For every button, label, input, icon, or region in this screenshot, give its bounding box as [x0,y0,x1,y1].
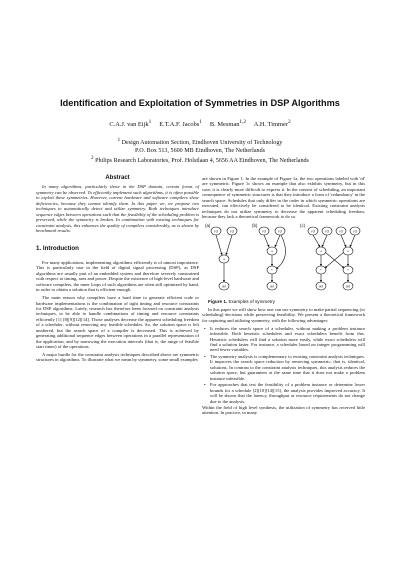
diagram-node: * [271,268,273,273]
author-affil-ref: 1,2 [239,119,247,125]
diagram-node: + [270,249,274,254]
affiliation-1 [0,137,400,155]
diagram-node: + [222,257,226,262]
diagram-node: * [347,268,349,273]
advantage-list [202,326,365,404]
author-name: C.A.J. van Eijk [109,121,149,129]
author-affil-ref: 1 [148,119,152,125]
body-paragraph: In this paper we will show how one can use symmetry to make partial sequencing (or scheduling) decisions while preserving feasibility. We present a theoretical framework for capturing and utilizing symmetry, with the following advantages: [202,306,365,323]
left-column [36,176,199,365]
panel-label: (a) [205,223,211,229]
diagram-node: rd [262,229,266,234]
list-item: • For approaches that test the feasibility of a problem instance or determine lower bounds for a schedule [2][10][14][15], the analysis provides improved accuracy. It will be shown that the latency, throughput or resource requirements do not change due to the analysis. [210,382,365,404]
author-name: E.T.A.F. Jacobs [159,121,200,129]
intro-paragraph: For many applications, implementing algorithms efficiently is of utmost importance. This is particularly true in the field of digital signal processing (DSP), as DSP algorithms are usually part of an embedded system and therefore severely constrained with respect to timing, area and power. Despite the existence of high-level hardware and software compilers, the inner loops of such algorithms are often still optimized by hand, in order to obtain a solution that is efficient enough. [36,259,199,293]
diagram-node: wr [222,284,226,289]
affiliation-line: P.O. Box 513, 5600 MB Eindhoven, The Netherlands [134,147,266,154]
diagram-node: wr [346,284,350,289]
affiliation-number: 1 [117,137,121,143]
author-name: B. Mesman [209,121,240,129]
diagram-node: rd [325,229,329,234]
list-item: • It reduces the search space of a scheduler, without making a problem instance infeasible. Both heuristic schedulers and exact schedulers benefit from this. Heuristic schedulers will find a solution more easily, while exact schedulers will find a solution faster. For instance, a scheduler based on integer programming will need fewer variables. [210,326,365,353]
diagram-node: wr [270,284,274,289]
author-list [0,119,400,128]
diagram-node: wr [319,284,323,289]
intro-paragraph: A major hurdle for the constraint analysis techniques described above are symmetric structures in algorithms. To illustrate what we mean by symmetry, some small examples [36,352,199,363]
body-paragraph: are shown in Figure 1. In the example of Figure 1a, the two operations labeled with 'rd' are symmetric. Figure 1c shows an example that also exhibits symmetry, but in this case, it is clearly more difficult to express it. In the context of scheduling, an important consequence of symmetric structures is that they introduce a form of 'redundancy' in the search space: Schedules that only differ in the order in which symmetric operations are executed, can effectively be considered to be identical. Existing constraint analysis techniques do not utilize symmetry to decrease the apparent scheduling freedom, because they lack a theoretical framework to do so. [202,176,365,220]
body-paragraph: Within the field of high level synthesis, the utilization of symmetry has received little attention. In practice, in many [202,404,365,416]
intro-paragraph: The main reason why compilers have a hard time to generate efficient code or hardware implementations is the combination of tight timing and resource constraints for DSP algorithms. Lately, research has therefore been focused on constraint analysis techniques, to be able to handle combinations of timing and resource constraints efficiently [1] [8][9][12][14]. Those analyses decrease the apparent scheduling freedom of a scheduler, without removing any feasible schedules. So, the solution space is left unaltered, but the search space of a compiler is decreased. This is achieved by generating additional sequence edges between operations in a parallel representation of the application, and by narrowing the execution intervals (that is, the range of feasible start times) of the operations. [36,295,199,350]
diagram-node: rd [214,229,218,234]
paper-title: Identification and Exploitation of Symmetries in DSP Algorithms [60,98,340,108]
author-affil-ref: 1 [199,119,202,125]
author-name: A.H. Timmer [253,121,288,129]
caption-text: Examples of symmetry [228,299,275,305]
symmetry-diagram [202,222,365,296]
affiliation-line: Philips Research Laboratories, Prof. Holstlaan 4, 5656 AA Eindhoven, The Netherlands [95,158,309,165]
diagram-node: + [319,249,323,254]
diagram-node: rd [230,229,234,234]
list-item: • The symmetry analysis is complementary to existing constraint analysis techniques. It improves the search space reduction by removing symmetric, that is, identical, solutions. In contrast to the constraint analysis techniques, this analysis reduces the solution space, but guarantees at the same time that it does not make a problem instance infeasible. [210,354,365,381]
diagram-node: rd [353,229,357,234]
diagram-node: + [346,249,350,254]
figure-caption [202,299,365,304]
abstract-text: In many algorithms, particularly those in the DSP domain, certain forms of symmetry can be observed. To efficiently implement such algorithms, it is often possible to exploit these symmetries. However, current hardware and software compilers show deficiencies, because they cannot identify them. In this paper we, we propose two techniques to automatically detect and utilize symmetry. Both techniques introduce sequence edges between operations such that the feasibility of the scheduling problem is preserved, while the symmetry is broken. In combination with existing techniques for constraint analysis, this enhances the quality of compilers considerably, as is shown by benchmark results. [36,184,199,234]
caption-label: Figure 1. [208,299,228,305]
diagram-node: rd [311,229,315,234]
diagram-node: rd [278,229,282,234]
affiliation-number: 2 [91,155,94,161]
diagram-node: * [320,268,322,273]
section-heading: 1. Introduction [36,244,79,252]
abstract-heading: Abstract [105,175,130,181]
figure-1 [202,222,365,296]
panel-label: (b) [252,223,258,229]
affiliation-2 [0,155,400,166]
affiliation-line: Design Automation Section, Eindhoven University of Technology [121,140,283,147]
diagram-node: rd [339,229,343,234]
panel-label: (c) [300,223,306,229]
right-column [202,176,365,418]
author-affil-ref: 2 [287,119,291,125]
